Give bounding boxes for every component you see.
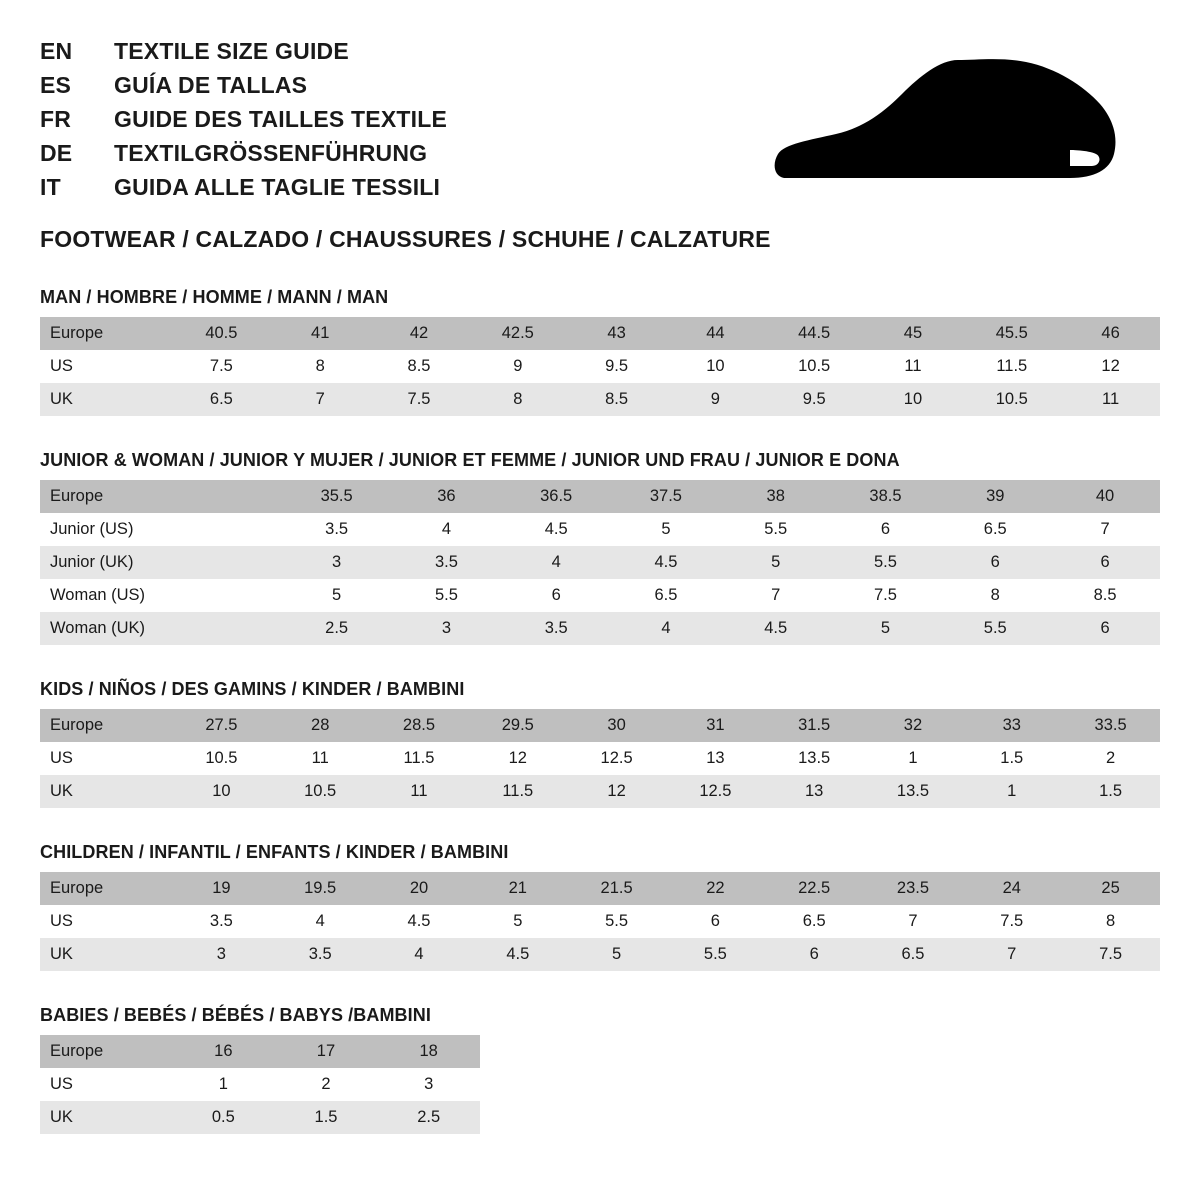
- cell: 22.5: [765, 872, 864, 905]
- language-row-de: [40, 138, 447, 169]
- cell: 44: [666, 317, 765, 350]
- cell: 19: [172, 872, 271, 905]
- section-kids: [40, 679, 1160, 808]
- cell: 7.5: [962, 905, 1061, 938]
- cell: 7.5: [831, 579, 941, 612]
- cell: 1: [962, 775, 1061, 808]
- size-table-man: [40, 317, 1160, 416]
- cell: 32: [864, 709, 963, 742]
- cell: 4: [370, 938, 469, 971]
- table-row: [40, 513, 1160, 546]
- cell: 3.5: [282, 513, 392, 546]
- cell: 4: [611, 612, 721, 645]
- cell: 7: [1050, 513, 1160, 546]
- row-label: Europe: [40, 480, 172, 513]
- section-title-junior-woman: JUNIOR & WOMAN / JUNIOR Y MUJER / JUNIOR ET FEMME / JUNIOR UND FRAU / JUNIOR E DONA: [40, 450, 900, 470]
- cell: 17: [275, 1035, 378, 1068]
- table-row: [40, 317, 1160, 350]
- cell: 2: [275, 1068, 378, 1101]
- table-row: [40, 612, 1160, 645]
- cell: 28.5: [370, 709, 469, 742]
- cell: 4.5: [501, 513, 611, 546]
- cell: 31.5: [765, 709, 864, 742]
- cell: 37.5: [611, 480, 721, 513]
- cell: 4: [501, 546, 611, 579]
- cell: 41: [271, 317, 370, 350]
- table-row: [40, 775, 1160, 808]
- cell: 45.5: [962, 317, 1061, 350]
- table-row: [40, 1101, 480, 1134]
- row-label: Europe: [40, 317, 172, 350]
- cell: 8.5: [567, 383, 666, 416]
- cell: 3.5: [501, 612, 611, 645]
- cell: 10.5: [962, 383, 1061, 416]
- cell: 33: [962, 709, 1061, 742]
- cell: 12: [468, 742, 567, 775]
- cell: 12.5: [567, 742, 666, 775]
- cell: 13: [666, 742, 765, 775]
- cell: 6: [765, 938, 864, 971]
- table-row: [40, 350, 1160, 383]
- table-row: [40, 742, 1160, 775]
- cell: 42.5: [468, 317, 567, 350]
- cell: 40: [1050, 480, 1160, 513]
- cell: 3.5: [392, 546, 502, 579]
- cell: 3: [392, 612, 502, 645]
- cell: 4.5: [468, 938, 567, 971]
- cell: 5: [611, 513, 721, 546]
- language-row-fr: [40, 104, 447, 135]
- row-label: US: [40, 742, 172, 775]
- cell: 25: [1061, 872, 1160, 905]
- row-label: US: [40, 1068, 172, 1101]
- cell: [172, 546, 282, 579]
- section-title-kids: KIDS / NIÑOS / DES GAMINS / KINDER / BAMBINI: [40, 679, 465, 699]
- table-row: [40, 480, 1160, 513]
- cell: 7.5: [370, 383, 469, 416]
- cell: 5.5: [392, 579, 502, 612]
- cell: 12: [567, 775, 666, 808]
- cell: 3: [377, 1068, 480, 1101]
- cell: 4: [271, 905, 370, 938]
- cell: 11.5: [468, 775, 567, 808]
- size-table-children: [40, 872, 1160, 971]
- table-row: [40, 709, 1160, 742]
- cell: 31: [666, 709, 765, 742]
- size-table-kids: [40, 709, 1160, 808]
- cell: 5: [567, 938, 666, 971]
- cell: [172, 513, 282, 546]
- cell: 45: [864, 317, 963, 350]
- table-row: [40, 546, 1160, 579]
- table-row: [40, 383, 1160, 416]
- cell: 35.5: [282, 480, 392, 513]
- section-children: [40, 842, 1160, 971]
- row-label: US: [40, 905, 172, 938]
- row-label: Woman (US): [40, 579, 172, 612]
- cell: 13.5: [765, 742, 864, 775]
- cell: 8.5: [1050, 579, 1160, 612]
- cell: 10.5: [765, 350, 864, 383]
- cell: 4.5: [370, 905, 469, 938]
- language-text-fr: GUIDE DES TAILLES TEXTILE: [114, 106, 447, 133]
- cell: 30: [567, 709, 666, 742]
- language-title-list: [40, 30, 447, 203]
- cell: 7: [962, 938, 1061, 971]
- cell: 6.5: [172, 383, 271, 416]
- row-label: Europe: [40, 709, 172, 742]
- cell: [172, 612, 282, 645]
- category-title: FOOTWEAR / CALZADO / CHAUSSURES / SCHUHE / CALZATURE: [40, 226, 771, 252]
- cell: 8: [940, 579, 1050, 612]
- language-row-it: [40, 172, 447, 203]
- row-label: Junior (US): [40, 513, 172, 546]
- language-text-it: GUIDA ALLE TAGLIE TESSILI: [114, 174, 441, 201]
- cell: 5.5: [831, 546, 941, 579]
- cell: 1.5: [1061, 775, 1160, 808]
- cell: 39: [940, 480, 1050, 513]
- row-label: Woman (UK): [40, 612, 172, 645]
- cell: 8.5: [370, 350, 469, 383]
- cell: 9: [468, 350, 567, 383]
- cell: 3: [282, 546, 392, 579]
- cell: 11.5: [370, 742, 469, 775]
- row-label: UK: [40, 938, 172, 971]
- cell: 10.5: [271, 775, 370, 808]
- cell: 4.5: [611, 546, 721, 579]
- cell: 5.5: [567, 905, 666, 938]
- cell: 1.5: [275, 1101, 378, 1134]
- cell: 22: [666, 872, 765, 905]
- cell: 13.5: [864, 775, 963, 808]
- cell: 5.5: [666, 938, 765, 971]
- cell: 12: [1061, 350, 1160, 383]
- row-label: UK: [40, 775, 172, 808]
- cell: 6: [1050, 612, 1160, 645]
- cell: 5: [831, 612, 941, 645]
- cell: 10: [666, 350, 765, 383]
- cell: 43: [567, 317, 666, 350]
- section-title-children: CHILDREN / INFANTIL / ENFANTS / KINDER / BAMBINI: [40, 842, 509, 862]
- cell: 1: [172, 1068, 275, 1101]
- row-label: US: [40, 350, 172, 383]
- cell: 4.5: [721, 612, 831, 645]
- cell: 5: [282, 579, 392, 612]
- language-code-de: DE: [40, 140, 73, 167]
- cell: 23.5: [864, 872, 963, 905]
- cell: 5.5: [940, 612, 1050, 645]
- cell: 6.5: [864, 938, 963, 971]
- section-title-man: MAN / HOMBRE / HOMME / MANN / MAN: [40, 287, 389, 307]
- cell: 19.5: [271, 872, 370, 905]
- cell: 6: [940, 546, 1050, 579]
- cell: 10: [864, 383, 963, 416]
- dress-shoe-icon: [765, 54, 1125, 204]
- cell: 8: [468, 383, 567, 416]
- language-text-de: TEXTILGRÖSSENFÜHRUNG: [114, 140, 428, 167]
- cell: 28: [271, 709, 370, 742]
- row-label: Europe: [40, 1035, 172, 1068]
- cell: 24: [962, 872, 1061, 905]
- cell: 8: [271, 350, 370, 383]
- cell: 1: [864, 742, 963, 775]
- table-row: [40, 579, 1160, 612]
- cell: 7.5: [172, 350, 271, 383]
- cell: 4: [392, 513, 502, 546]
- cell: 9: [666, 383, 765, 416]
- table-row: [40, 1035, 480, 1068]
- cell: 3.5: [172, 905, 271, 938]
- cell: 44.5: [765, 317, 864, 350]
- cell: 3: [172, 938, 271, 971]
- cell: 6: [501, 579, 611, 612]
- cell: 3.5: [271, 938, 370, 971]
- cell: 21: [468, 872, 567, 905]
- cell: 2.5: [282, 612, 392, 645]
- cell: 16: [172, 1035, 275, 1068]
- section-junior-woman: [40, 450, 1160, 645]
- cell: 6: [666, 905, 765, 938]
- language-code-es: ES: [40, 72, 72, 99]
- cell: 11: [271, 742, 370, 775]
- cell: 18: [377, 1035, 480, 1068]
- language-text-en: TEXTILE SIZE GUIDE: [114, 38, 349, 64]
- cell: 9.5: [765, 383, 864, 416]
- section-babies: [40, 1005, 1160, 1134]
- cell: 2: [1061, 742, 1160, 775]
- cell: 1.5: [962, 742, 1061, 775]
- language-row-en: [40, 36, 447, 67]
- row-label: UK: [40, 383, 172, 416]
- cell: 38.5: [831, 480, 941, 513]
- cell: 12.5: [666, 775, 765, 808]
- row-label: Junior (UK): [40, 546, 172, 579]
- table-row: [40, 872, 1160, 905]
- cell: 20: [370, 872, 469, 905]
- cell: 7.5: [1061, 938, 1160, 971]
- language-code-it: IT: [40, 174, 61, 201]
- language-row-es: [40, 70, 447, 101]
- language-code-fr: FR: [40, 106, 72, 133]
- cell: 29.5: [468, 709, 567, 742]
- cell: 40.5: [172, 317, 271, 350]
- cell: 2.5: [377, 1101, 480, 1134]
- cell: 5: [468, 905, 567, 938]
- section-title-babies: BABIES / BEBÉS / BÉBÉS / BABYS /BAMBINI: [40, 1005, 431, 1025]
- cell: 5: [721, 546, 831, 579]
- table-row: [40, 938, 1160, 971]
- cell: 7: [721, 579, 831, 612]
- section-man: [40, 287, 1160, 416]
- table-row: [40, 1068, 480, 1101]
- cell: 13: [765, 775, 864, 808]
- cell: 42: [370, 317, 469, 350]
- cell: 21.5: [567, 872, 666, 905]
- size-table-babies: [40, 1035, 480, 1134]
- cell: 8: [1061, 905, 1160, 938]
- cell: 9.5: [567, 350, 666, 383]
- cell: 5.5: [721, 513, 831, 546]
- page-header: [40, 30, 1160, 204]
- cell: 6.5: [765, 905, 864, 938]
- cell: 46: [1061, 317, 1160, 350]
- cell: 0.5: [172, 1101, 275, 1134]
- cell: 33.5: [1061, 709, 1160, 742]
- cell: 11: [370, 775, 469, 808]
- cell: 6: [831, 513, 941, 546]
- cell: [172, 480, 282, 513]
- cell: 6.5: [611, 579, 721, 612]
- cell: [172, 579, 282, 612]
- cell: 36.5: [501, 480, 611, 513]
- table-row: [40, 905, 1160, 938]
- cell: 10: [172, 775, 271, 808]
- cell: 27.5: [172, 709, 271, 742]
- cell: 7: [864, 905, 963, 938]
- language-code-en: EN: [40, 38, 73, 64]
- row-label: UK: [40, 1101, 172, 1134]
- cell: 11: [1061, 383, 1160, 416]
- cell: 10.5: [172, 742, 271, 775]
- cell: 7: [271, 383, 370, 416]
- cell: 6.5: [940, 513, 1050, 546]
- row-label: Europe: [40, 872, 172, 905]
- cell: 11.5: [962, 350, 1061, 383]
- cell: 36: [392, 480, 502, 513]
- cell: 11: [864, 350, 963, 383]
- language-text-es: GUÍA DE TALLAS: [114, 72, 308, 99]
- cell: 6: [1050, 546, 1160, 579]
- cell: 38: [721, 480, 831, 513]
- size-table-junior-woman: [40, 480, 1160, 645]
